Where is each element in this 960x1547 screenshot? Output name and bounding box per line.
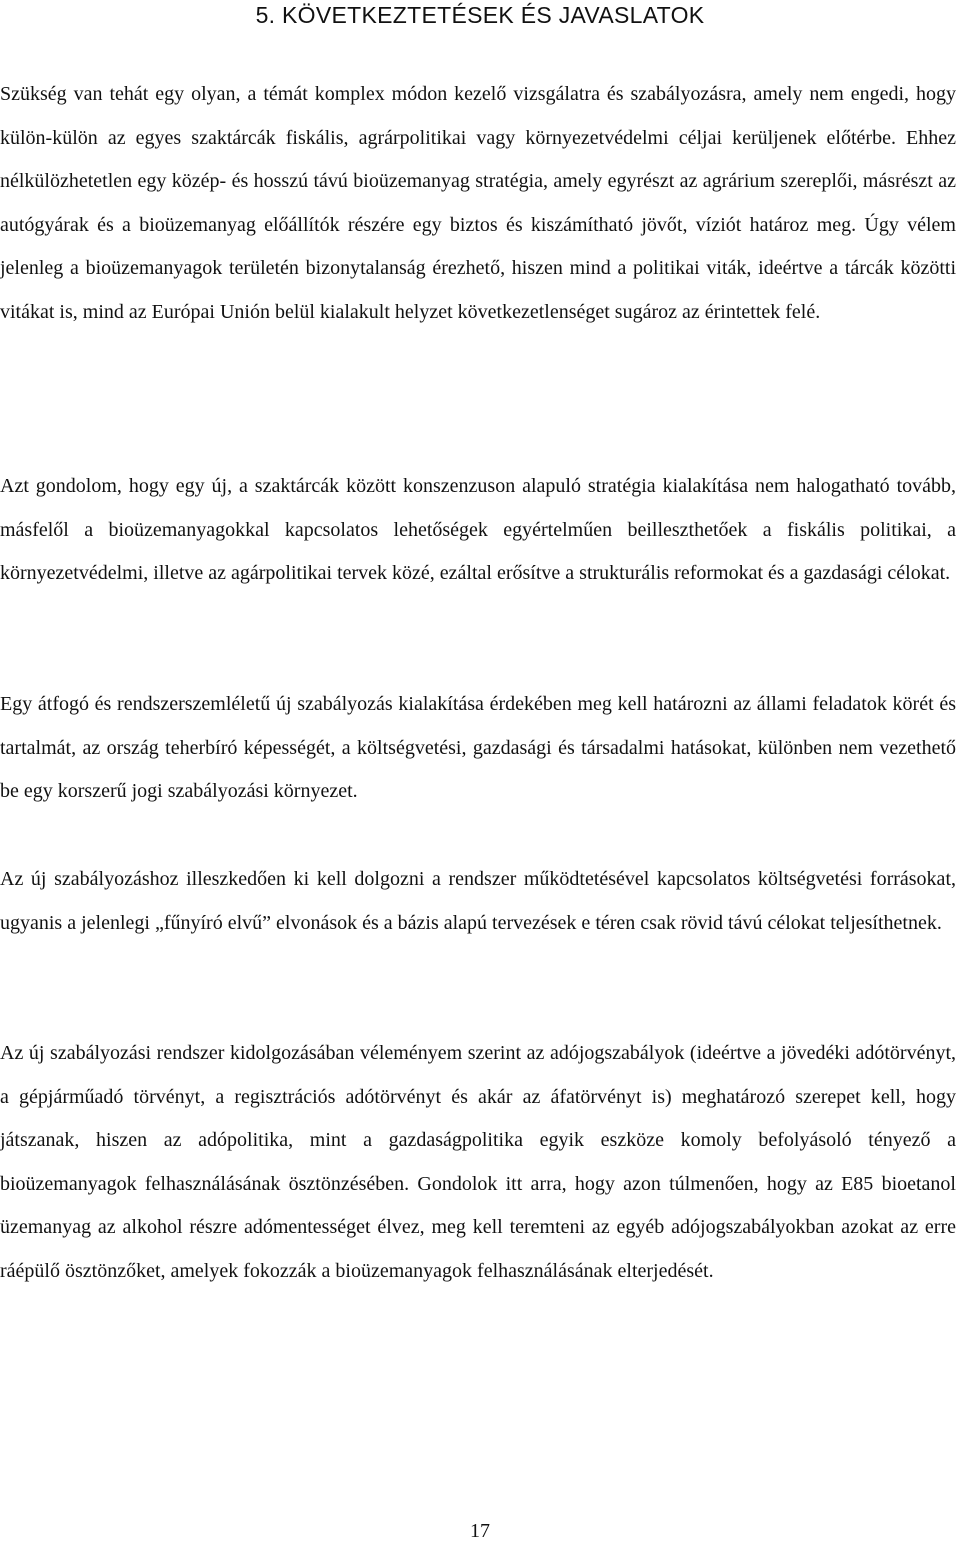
paragraph-1: Szükség van tehát egy olyan, a témát komplex módon kezelő vizsgálatra és szabályozásra, amely nem engedi, hogy külön-külön az egyes szaktárcák fiskális, agrárpolitikai vagy környezetvédelmi céljai kerüljenek előtérbe. Ehhez nélkülözhetetlen egy közép- és hosszú távú bioüzemanyag stratégia, amely egyrészt az agrárium szereplői, másrészt az autógyárak és a bioüzemanyag előállítók részére egy biztos és kiszámítható jövőt, víziót határoz meg. Úgy vélem jelenleg a bioüzemanyagok területén bizonytalanság érezhető, hiszen mind a politikai viták, ideértve a tárcák közötti vitákat is, mind az Európai Unión belül kialakult helyzet következetlenséget sugároz az érintettek felé. — [0, 83, 956, 323]
paragraph-3: Egy átfogó és rendszerszemléletű új szabályozás kialakítása érdekében meg kell határozni az állami feladatok körét és tartalmát, az ország teherbíró képességét, a költségvetési, gazdasági és társadalmi hatásokat, különben nem vezethető be egy korszerű jogi szabályozási környezet. — [0, 693, 956, 802]
page-number: 17 — [470, 1520, 490, 1542]
section-heading: 5. KÖVETKEZTETÉSEK ÉS JAVASLATOK — [255, 2, 705, 28]
paragraph-2: Azt gondolom, hogy egy új, a szaktárcák között konszenzuson alapuló stratégia kialakítása nem halogatható tovább, másfelől a bioüzemanyagokkal kapcsolatos lehetőségek egyértelműen beilleszthetőek a fiskális politikai, a környezetvédelmi, illetve az agárpolitikai tervek közé, ezáltal erősítve a strukturális reformokat és a gazdasági célokat. — [0, 475, 956, 584]
paragraph-4: Az új szabályozáshoz illeszkedően ki kell dolgozni a rendszer működtetésével kapcsolatos költségvetési forrásokat, ugyanis a jelenlegi „fűnyíró elvű” elvonások és a bázis alapú tervezések e téren csak rövid távú célokat teljesíthetnek. — [0, 868, 956, 934]
paragraph-5: Az új szabályozási rendszer kidolgozásában véleményem szerint az adójogszabályok (ideértve a jövedéki adótörvényt, a gépjárműadó törvényt, a regisztrációs adótörvényt és akár az áfatörvényt is) meghatározó szerepet kell, hogy játszanak, hiszen az adópolitika, mint a gazdaságpolitika egyik eszköze komoly befolyásoló tényező a bioüzemanyagok felhasználásának ösztönzésében. Gondolok itt arra, hogy azon túlmenően, hogy az E85 bioetanol üzemanyag az alkohol részre adómentességet élvez, meg kell teremteni az egyéb adójogszabályokban azokat az erre ráépülő ösztönzőket, amelyek fokozzák a bioüzemanyagok felhasználásának elterjedését. — [0, 1042, 956, 1282]
